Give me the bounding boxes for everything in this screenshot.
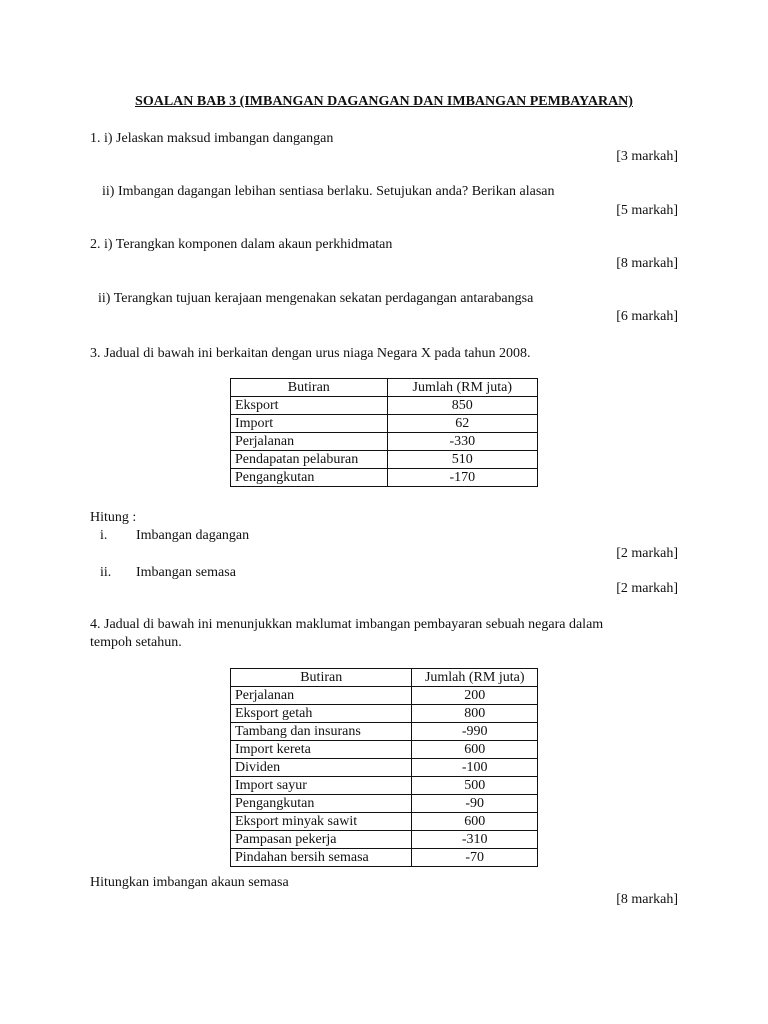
table-row <box>231 415 538 433</box>
table-cell-item: Pindahan bersih semasa <box>231 849 412 867</box>
list-text: Imbangan dagangan <box>136 528 250 543</box>
table-cell-amount: -330 <box>387 433 537 451</box>
table-row <box>231 433 538 451</box>
q3-intro: 3. Jadual di bawah ini berkaitan dengan urus niaga Negara X pada tahun 2008. <box>90 346 531 361</box>
q1-part1-text: 1. i) Jelaskan maksud imbangan dangangan <box>90 131 334 146</box>
q4-table <box>230 668 538 867</box>
table-cell-item: Eksport minyak sawit <box>231 813 412 831</box>
q3-item-1-mark: [2 markah] <box>616 546 678 561</box>
table-row <box>231 723 538 741</box>
table-cell-amount: 510 <box>387 451 537 469</box>
table-row <box>231 795 538 813</box>
table-cell-item: Import kereta <box>231 741 412 759</box>
table-cell-item: Pengangkutan <box>231 469 388 487</box>
table-cell-amount: 200 <box>412 687 538 705</box>
q4-task: Hitungkan imbangan akaun semasa <box>90 875 289 890</box>
table-row <box>231 849 538 867</box>
table-cell-amount: -170 <box>387 469 537 487</box>
table-cell-amount: -990 <box>412 723 538 741</box>
q3-item-1 <box>100 527 249 545</box>
table-cell-amount: 62 <box>387 415 537 433</box>
list-text: Imbangan semasa <box>136 565 236 580</box>
q4-intro-line1: 4. Jadual di bawah ini menunjukkan maklumat imbangan pembayaran sebuah negara dalam <box>90 617 604 632</box>
table-cell-item: Pendapatan pelaburan <box>231 451 388 469</box>
table-cell-item: Eksport <box>231 397 388 415</box>
table-cell-item: Perjalanan <box>231 433 388 451</box>
q4-mark: [8 markah] <box>616 892 678 907</box>
table-cell-item: Perjalanan <box>231 687 412 705</box>
list-number: i. <box>100 528 108 543</box>
table-header-cell: Butiran <box>231 669 412 687</box>
q2-part1-mark: [8 markah] <box>616 256 678 271</box>
table-cell-amount: 800 <box>412 705 538 723</box>
table-cell-item: Tambang dan insurans <box>231 723 412 741</box>
table-row <box>231 759 538 777</box>
table-cell-amount: -90 <box>412 795 538 813</box>
q2-part1-text: 2. i) Terangkan komponen dalam akaun perkhidmatan <box>90 237 393 252</box>
table-row <box>231 741 538 759</box>
table-header-cell: Jumlah (RM juta) <box>412 669 538 687</box>
table-cell-item: Pampasan pekerja <box>231 831 412 849</box>
table-cell-amount: -310 <box>412 831 538 849</box>
table-header-cell: Jumlah (RM juta) <box>387 379 537 397</box>
table-cell-amount: -100 <box>412 759 538 777</box>
q3-hitung-label: Hitung : <box>90 510 137 525</box>
table-row <box>231 777 538 795</box>
table-row <box>231 687 538 705</box>
table-cell-item: Eksport getah <box>231 705 412 723</box>
q1-part1-mark: [3 markah] <box>616 149 678 164</box>
table-row <box>231 469 538 487</box>
q1-part2-mark: [5 markah] <box>616 203 678 218</box>
table-cell-item: Dividen <box>231 759 412 777</box>
table-cell-amount: -70 <box>412 849 538 867</box>
q3-item-2 <box>100 564 236 582</box>
table-header-cell: Butiran <box>231 379 388 397</box>
table-row <box>231 813 538 831</box>
list-number: ii. <box>100 565 112 580</box>
table-cell-item: Import <box>231 415 388 433</box>
table-cell-item: Pengangkutan <box>231 795 412 813</box>
q3-item-2-mark: [2 markah] <box>616 581 678 596</box>
table-cell-amount: 850 <box>387 397 537 415</box>
table-row <box>231 451 538 469</box>
table-cell-amount: 500 <box>412 777 538 795</box>
table-cell-item: Import sayur <box>231 777 412 795</box>
table-header-row <box>231 669 538 687</box>
page-title: SOALAN BAB 3 (IMBANGAN DAGANGAN DAN IMBANGAN PEMBAYARAN) <box>135 94 633 109</box>
q3-table <box>230 378 538 487</box>
table-cell-amount: 600 <box>412 813 538 831</box>
q2-part2-text: ii) Terangkan tujuan kerajaan mengenakan sekatan perdagangan antarabangsa <box>98 291 534 306</box>
table-header-row <box>231 379 538 397</box>
q1-part2-text: ii) Imbangan dagangan lebihan sentiasa berlaku. Setujukan anda? Berikan alasan <box>102 184 555 199</box>
table-row <box>231 705 538 723</box>
q2-part2-mark: [6 markah] <box>616 309 678 324</box>
table-row <box>231 831 538 849</box>
table-row <box>231 397 538 415</box>
q4-intro-line2: tempoh setahun. <box>90 635 182 650</box>
table-cell-amount: 600 <box>412 741 538 759</box>
